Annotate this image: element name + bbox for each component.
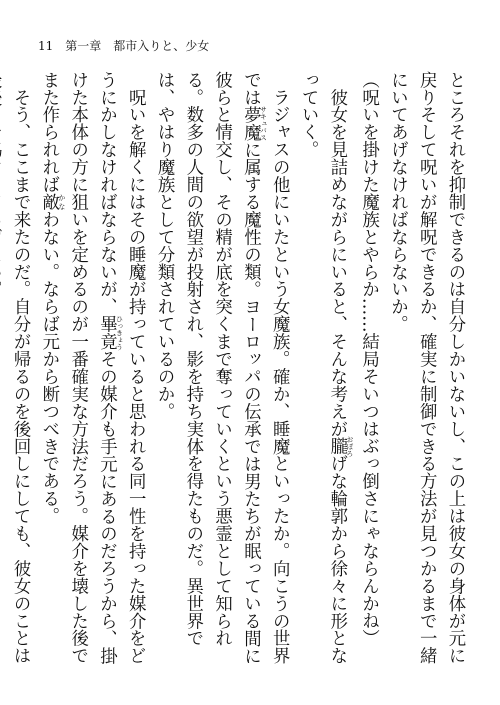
paragraph xyxy=(383,71,469,671)
chapter-title: 第一章 都市入りと、少女 xyxy=(65,39,210,53)
ruby-word xyxy=(38,193,66,211)
page-number: 11 xyxy=(38,39,54,53)
text-run: 彼女を見詰めながらにいると、そんな考えが xyxy=(326,71,347,438)
ruby-word xyxy=(326,435,354,457)
text-run: に属する魔性の類。ヨーロッパの伝承では男たちが眠っている間に彼らと情交し、その精が底を突くまで奪っていくという悪霊として知られる。数多の人間の欲望が投射され、影を持ち実体を得たものだ。異世界では、やはり魔族として分類されているのか。 xyxy=(154,71,261,665)
ruby-reading: おぼろ xyxy=(345,435,354,457)
ruby-reading: サキュバス xyxy=(259,105,268,142)
text-run: わない。ならば元から断つべきである。 xyxy=(38,210,59,525)
text-run: ところそれを抑制できるのは自分しかいないし、この上は彼女の身体が元に戻りそして呪いが解呪できるか、確実に制御できる方法が見つかるまで一緒にいてあげなければならないか。 xyxy=(387,71,465,665)
text-run: そう、ここまで来たのだ。自分が帰るのを後回しにしても、彼女のことは xyxy=(10,88,31,665)
paragraph xyxy=(149,71,293,671)
paragraph xyxy=(293,71,354,671)
text-run: 呪いを解くにはその睡魔が持っていると思われる同一性を持った媒介をどうにかしなければならないが、 xyxy=(96,71,146,665)
ruby-base: 朧 xyxy=(326,435,347,457)
running-header xyxy=(38,38,209,54)
ruby-word xyxy=(240,105,268,142)
ruby-base: 夢魔 xyxy=(240,105,261,142)
text-run: （呪いを掛けた魔族とやらか……結局そいつはぶっ倒さにゃならんかね） xyxy=(358,71,379,647)
body-text xyxy=(10,71,469,671)
text-run: げな輪郭から徐々に形となっていく。 xyxy=(298,71,347,665)
text-run: ラジャスの他にいたという女魔族。確か、睡魔といったか。向こうの世界では xyxy=(240,71,290,665)
ruby-base: 敵 xyxy=(38,193,59,211)
ruby-reading: かな xyxy=(57,193,66,211)
ruby-base: 畢竟 xyxy=(96,315,117,351)
paragraph xyxy=(354,71,383,671)
paragraph xyxy=(34,71,149,671)
paragraph xyxy=(0,71,34,671)
text-run: その媒介も手元にあるのだろうから、掛けた本体の方に狙いを定めるのが一番確実な方法だろう。媒介を壊した後でまた作られれば xyxy=(38,71,117,665)
ruby-reading: ひっきょう xyxy=(115,315,124,351)
ruby-word xyxy=(96,315,124,351)
